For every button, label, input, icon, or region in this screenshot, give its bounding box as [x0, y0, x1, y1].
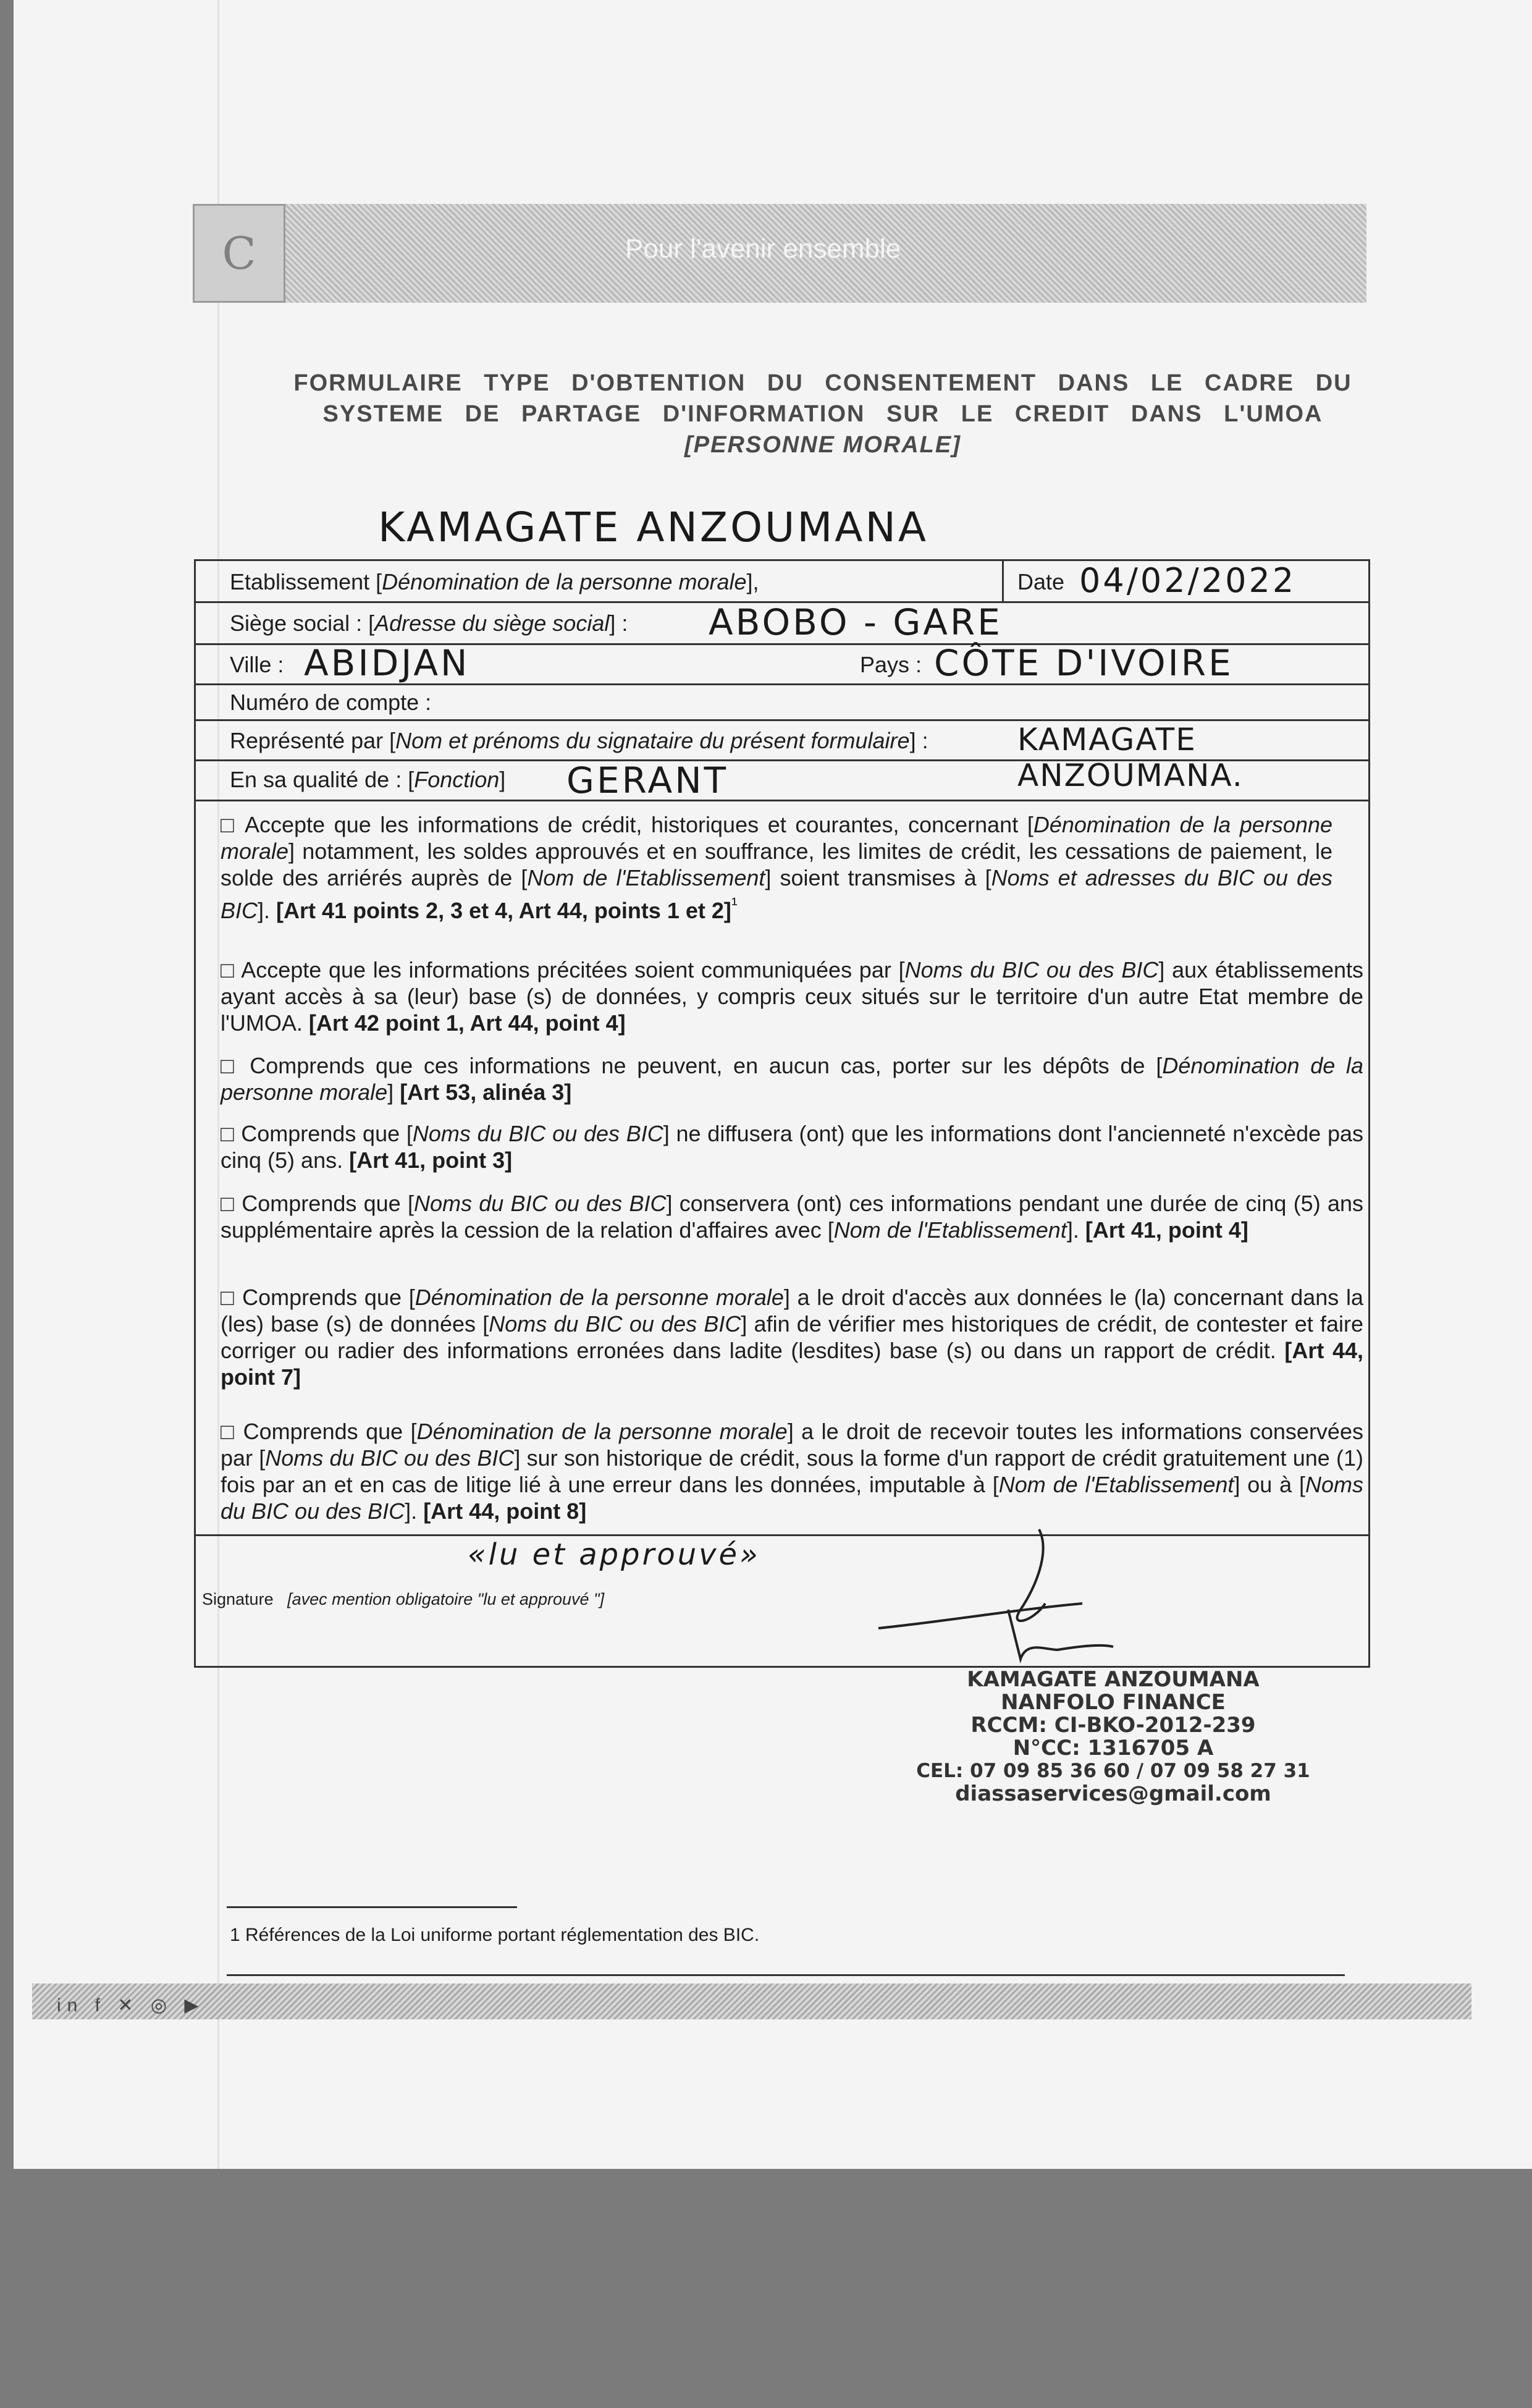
- row-qualite: [196, 759, 1368, 801]
- stamp-name: KAMAGATE ANZOUMANA: [967, 1667, 1260, 1692]
- signature-label: Signature [avec mention obligatoire "lu et approuvé "]: [202, 1590, 605, 1608]
- title-line-1: FORMULAIRE TYPE D'OBTENTION DU CONSENTEMENT DANS LE CADRE DU: [293, 370, 1352, 396]
- title-line-3: [PERSONNE MORALE]: [684, 432, 961, 458]
- clause-5: □ Comprends que [Noms du BIC ou des BIC] conservera (ont) ces informations pendant une durée de cinq (5) ans supplémentaire après la cession de la relation d'affaires avec [Nom de l'Etablissement]. [Art 41, point 4]: [221, 1191, 1364, 1243]
- company-stamp: [891, 1668, 1336, 1806]
- stamp-company: NANFOLO FINANCE: [1001, 1690, 1226, 1715]
- clause-1: □ Accepte que les informations de crédit, historiques et courantes, concernant [Dénomination de la personne morale] notamment, les soldes approuvés et en souffrance, les limites de crédit, les cessations de paiement, le solde des arriérés auprès de [Nom de l'Etablissement] soient transmises à [Noms et adresses du BIC ou des BIC]. [Art 41 points 2, 3 et 4, Art 44, points 1 et 2]$^{^1}$: [221, 812, 1333, 923]
- stamp-email: diassaservices@gmail.com: [955, 1781, 1271, 1806]
- clause-7: □ Comprends que [Dénomination de la personne morale] a le droit de recevoir toutes les informations conservées par [Noms du BIC ou des BIC] sur son historique de crédit, sous la forme d'un rapport de crédit gratuitement une (1) fois par an et en cas de litige lié à une erreur dans les données, imputable à [Nom de l'Etablissement] ou à [Noms du BIC ou des BIC]. [Art 44, point 8]: [221, 1419, 1363, 1524]
- social-icons: in f ✕ ◎ ▶: [57, 1995, 205, 2016]
- handwritten-establishment-name: KAMAGATE ANZOUMANA: [378, 504, 928, 551]
- handwritten-pays: CÔTE D'IVOIRE: [934, 642, 1234, 684]
- handwritten-fonction: GERANT: [566, 759, 729, 801]
- row-etablissement: [196, 561, 1368, 603]
- form-title: [236, 368, 1410, 460]
- clause-6: □ Comprends que [Dénomination de la personne morale] a le droit d'accès aux données le (la) concernant dans la (les) base (s) de données [Noms du BIC ou des BIC] afin de vérifier mes historiques de crédit, de contester et faire corriger ou radier des informations erronées dans ladite (lesdites) base (s) ou dans un rapport de crédit. [Art 44, point 7]: [221, 1285, 1363, 1390]
- logo-emblem: C: [193, 204, 285, 303]
- pays-label: Pays :: [860, 652, 922, 677]
- title-line-2: SYSTEME DE PARTAGE D'INFORMATION SUR LE CREDIT DANS L'UMOA: [322, 401, 1323, 427]
- qualite-label: En sa qualité de : [Fonction]: [230, 767, 506, 792]
- consent-form-table: [194, 559, 1370, 1668]
- siege-label: Siège social : [Adresse du siège social] :: [230, 610, 628, 636]
- stamp-phone: CEL: 07 09 85 36 60 / 07 09 58 27 31: [916, 1760, 1310, 1782]
- handwritten-representant: KAMAGATE ANZOUMANA.: [1017, 722, 1244, 793]
- row-siege: [196, 601, 1368, 645]
- date-label: Date: [1017, 569, 1065, 594]
- footer-rule: [227, 1974, 1345, 1976]
- row-compte: [196, 683, 1368, 721]
- clause-4: □ Comprends que [Noms du BIC ou des BIC] ne diffusera (ont) que les informations dont l'ancienneté n'excède pas cinq (5) ans. [Art 41, point 3]: [221, 1121, 1363, 1173]
- clause-3: □ Comprends que ces informations ne peuvent, en aucun cas, porter sur les dépôts de [Dénomination de la personne morale] [Art 53, alinéa 3]: [221, 1053, 1364, 1105]
- document-page: [14, 0, 1532, 2169]
- row-ville-pays: [196, 643, 1368, 685]
- header-banner: [193, 204, 1366, 303]
- handwritten-siege: ABOBO - GARE: [709, 601, 1003, 643]
- stamp-rccm: RCCM: CI-BKO-2012-239: [970, 1713, 1256, 1738]
- etablissement-label: Etablissement [Dénomination de la personne morale],: [230, 569, 759, 594]
- footnote-separator: [227, 1906, 517, 1908]
- clause-2: □ Accepte que les informations précitées soient communiquées par [Noms du BIC ou des BIC] aux établissements ayant accès à sa (leur) base (s) de données, y compris ceux situés sur le territoire d'un autre Etat membre de l'UMOA. [Art 42 point 1, Art 44, point 4]: [221, 957, 1363, 1036]
- handwritten-mention: «lu et approuvé»: [468, 1537, 760, 1572]
- stamp-ncc: N°CC: 1316705 A: [1012, 1736, 1214, 1760]
- banner-slogan: Pour l'avenir ensemble: [625, 234, 901, 264]
- signature-scrawl: [878, 1517, 1200, 1684]
- cell-divider: [1002, 561, 1004, 601]
- footnote-text: 1 Références de la Loi uniforme portant réglementation des BIC.: [230, 1925, 760, 1945]
- handwritten-ville: ABIDJAN: [304, 642, 470, 684]
- represente-label: Représenté par [Nom et prénoms du signataire du présent formulaire] :: [230, 728, 928, 753]
- footer-band: [32, 1983, 1471, 2019]
- ville-label: Ville :: [230, 652, 284, 677]
- compte-label: Numéro de compte :: [230, 690, 432, 715]
- handwritten-date: 04/02/2022: [1079, 561, 1297, 600]
